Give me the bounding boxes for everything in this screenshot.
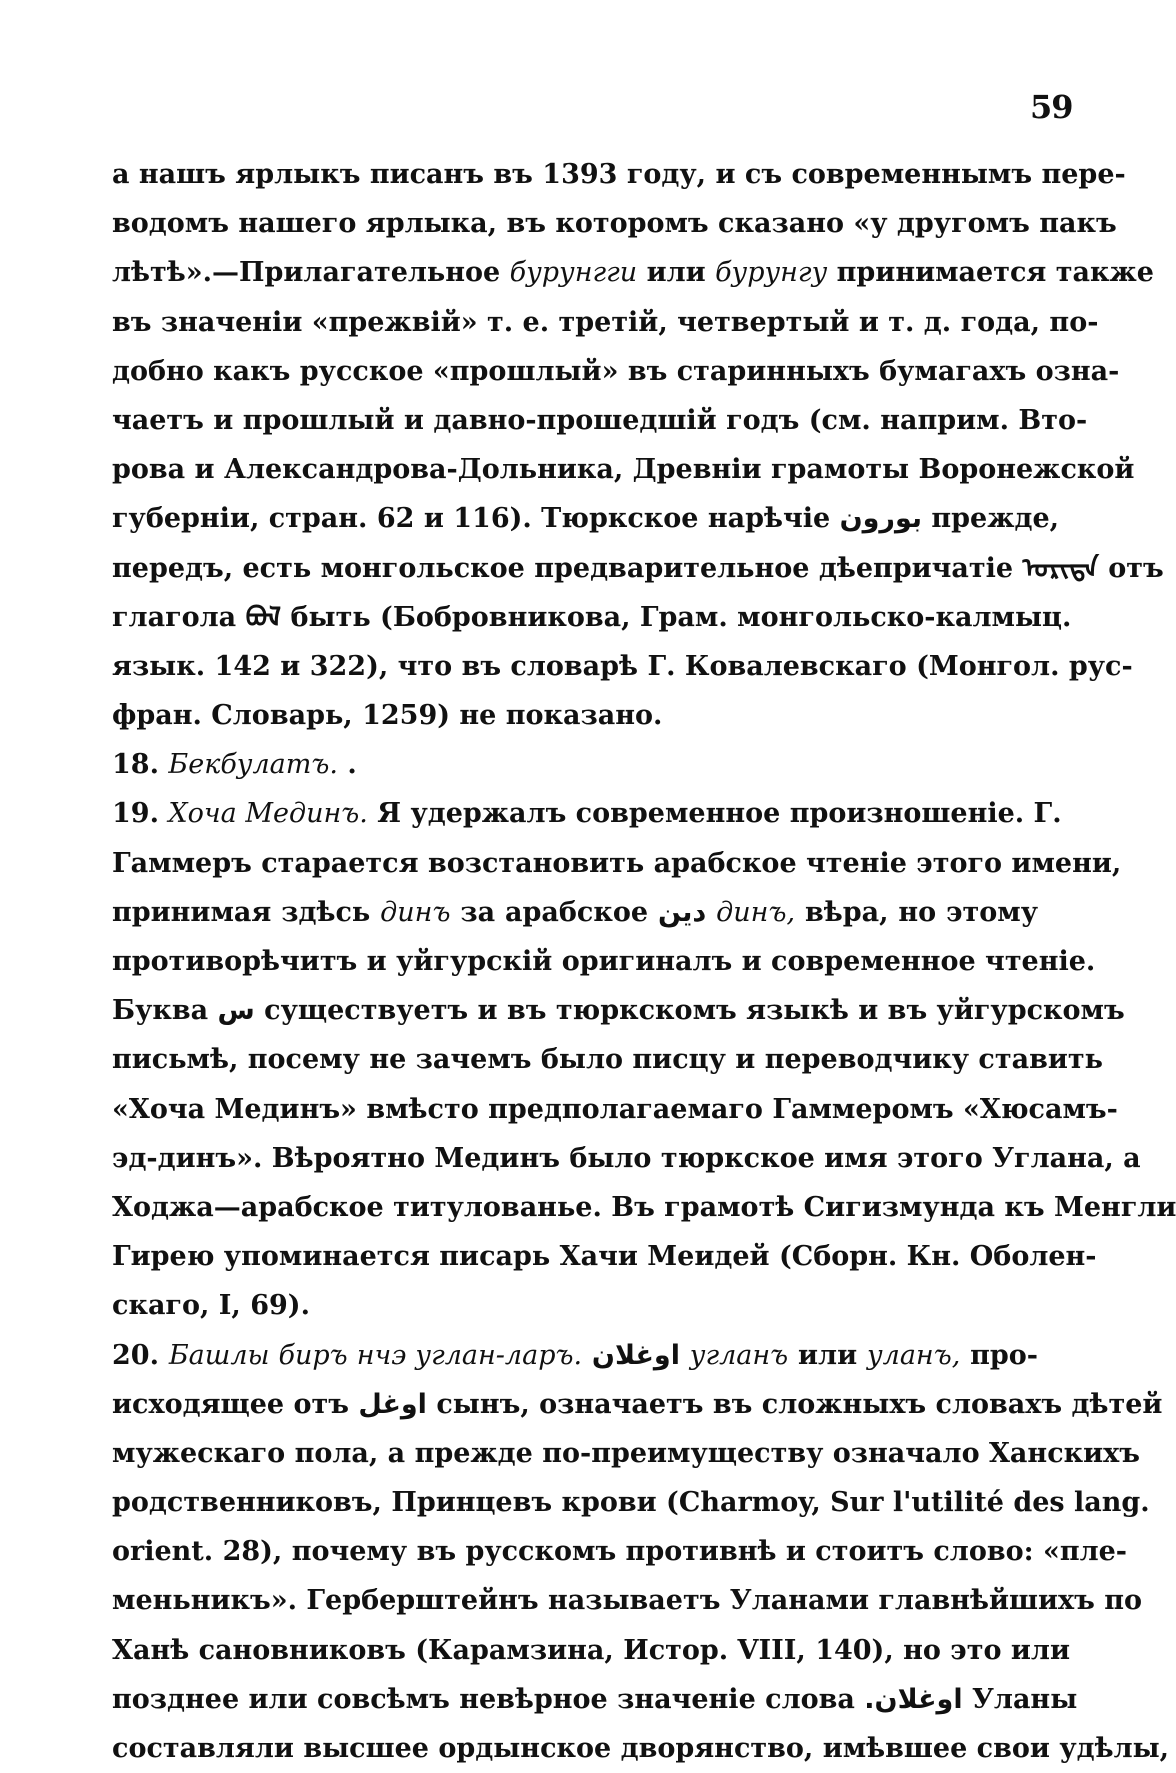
text-run: Ходжа—арабское титулованье. Въ грамотѣ Сигизмунда къ Менгли <box>112 1191 1176 1223</box>
text-run: позднее или совсѣмъ невѣрное значеніе слова <box>112 1683 865 1715</box>
text-run: за арабское <box>450 896 658 928</box>
text-run: въ значеніи «прежвій» т. е. третій, четвертый и т. д. года, по- <box>112 306 1099 338</box>
text-line <box>112 1626 1070 1675</box>
text-run: про- <box>960 1339 1038 1371</box>
text-line <box>112 298 1099 347</box>
text-line <box>112 691 1038 740</box>
text-line <box>112 150 1126 199</box>
text-line <box>112 248 1154 297</box>
text-run: противорѣчитъ и уйгурскій оригиналъ и современное чтеніе. <box>112 946 1096 977</box>
text-run: Ханѣ сановниковъ (Карамзина, Истор. VIII, 140), но это или <box>112 1634 1070 1666</box>
text-line <box>112 1085 1118 1134</box>
text-line <box>112 445 1135 494</box>
text-line <box>112 199 1117 248</box>
mongolian-word: ᠪᠣᠯ <box>245 601 282 633</box>
italic-term: Хоча Мединъ. <box>168 798 368 830</box>
text-line <box>112 1675 1078 1724</box>
text-run: быть (Бобровникова, Грам. монгольско-калмыц. <box>281 601 1072 633</box>
italic-term: бурунгги <box>509 257 638 289</box>
text-line <box>112 1429 1140 1478</box>
italic-term: Бекбулатъ. <box>168 749 338 781</box>
text-run: чаетъ и прошлый и давно-прошедшій годъ (см. наприм. Вто- <box>112 404 1088 436</box>
text-line <box>112 1232 1097 1281</box>
text-line <box>112 494 1060 543</box>
text-run: водомъ нашего ярлыка, въ которомъ сказано «у другомъ пакъ <box>112 208 1117 240</box>
italic-term: Башлы биръ нчэ углан-ларъ. <box>168 1339 583 1371</box>
italic-term: динъ <box>380 896 451 928</box>
italic-term: бурунгу <box>715 257 828 289</box>
text-run: прежде, <box>922 503 1060 535</box>
text-run: 20. <box>112 1339 169 1371</box>
text-run: Гирею упоминается писарь Хачи Меидей (Сборн. Кн. Оболен- <box>112 1241 1097 1273</box>
text-line <box>112 740 1038 789</box>
text-run: добно какъ русское «прошлый» въ старинныхъ бумагахъ озна- <box>112 355 1120 387</box>
arabic-word: س <box>217 995 255 1027</box>
text-run: передъ, есть монгольское предварительное дѣепричатіе <box>112 552 1023 584</box>
text-run: или <box>637 257 716 289</box>
text-line <box>112 1331 1038 1380</box>
text-run: исходящее отъ <box>112 1388 359 1420</box>
page-number: 59 <box>1030 88 1073 126</box>
text-line <box>112 396 1088 445</box>
text-run: отъ <box>1098 552 1164 584</box>
text-run: Гаммеръ старается возстановить арабское чтеніе этого имени, <box>112 847 1122 879</box>
arabic-word: اوغلان <box>591 1339 680 1371</box>
text-run: а нашъ ярлыкъ писанъ въ 1393 году, и съ современнымъ пере- <box>112 159 1126 190</box>
text-run <box>680 1340 690 1371</box>
text-line <box>112 642 1133 691</box>
text-line <box>112 1183 1176 1232</box>
text-line <box>112 593 1072 642</box>
text-line <box>112 1527 1128 1576</box>
text-run: «Хоча Мединъ» вмѣсто предполагаемаго Гаммеромъ «Хюсамъ- <box>112 1093 1118 1125</box>
text-line <box>112 1134 1141 1183</box>
text-run: лѣтѣ».—Прилагательное <box>112 257 510 289</box>
arabic-word: دين <box>657 896 707 928</box>
text-run: существуетъ и въ тюркскомъ языкѣ и въ уйгурскомъ <box>254 995 1125 1027</box>
text-run: 19. <box>112 798 169 830</box>
text-line <box>112 544 1164 593</box>
text-run: родственниковъ, Принцевъ крови (Charmoy, Sur l'utilité des lang. <box>112 1487 1150 1519</box>
arabic-word: بورون <box>839 503 923 535</box>
italic-term: уланъ, <box>866 1339 961 1371</box>
text-line <box>112 1281 1038 1330</box>
text-run: эд-динъ». Вѣроятно Мединъ было тюркское имя этого Углана, а <box>112 1142 1141 1174</box>
text-line <box>112 1478 1150 1527</box>
text-line <box>112 1724 1170 1773</box>
text-run: мужескаго пола, а прежде по-преимуществу означало Ханскихъ <box>112 1437 1140 1469</box>
text-run: Я удержалъ современное произношеніе. Г. <box>367 798 1062 830</box>
text-run: Буква <box>112 995 218 1027</box>
text-line <box>112 888 1038 937</box>
text-line <box>112 789 1062 838</box>
text-run: принимая здѣсь <box>112 896 381 928</box>
text-run: меньникъ». Герберштейнъ называетъ Уланами главнѣйшихъ по <box>112 1585 1143 1617</box>
text-line <box>112 1035 1103 1084</box>
mongolian-word: ᠤᠷᠢᠳᠠ <box>1022 552 1099 584</box>
text-line <box>112 1576 1143 1625</box>
text-run: фран. Словарь, 1259) не показано. <box>112 700 663 732</box>
text-run: губерніи, стран. 62 и 116). Тюркское нарѣчіе <box>112 503 840 535</box>
text-run: составляли высшее ордынское дворянство, имѣвшее свои удѣлы, <box>112 1733 1170 1764</box>
text-run: . <box>337 749 357 781</box>
italic-term: угланъ <box>689 1339 789 1371</box>
text-run: глагола <box>112 601 246 633</box>
text-line <box>112 1380 1163 1429</box>
italic-term: динъ, <box>716 896 796 928</box>
text-line <box>112 937 1096 986</box>
text-run <box>582 1340 592 1371</box>
text-run: сынъ, означаетъ въ сложныхъ словахъ дѣтей <box>426 1388 1163 1420</box>
text-run: письмѣ, посему не зачемъ было писцу и переводчику ставить <box>112 1044 1103 1076</box>
arabic-word: اوغل <box>358 1388 427 1420</box>
text-run: скаго, I, 69). <box>112 1290 310 1322</box>
text-run: или <box>788 1339 867 1371</box>
text-line <box>112 347 1120 396</box>
text-run: orient. 28), почему въ русскомъ противнѣ и стоитъ слово: «пле- <box>112 1536 1128 1568</box>
text-run <box>706 897 716 928</box>
text-line <box>112 986 1125 1035</box>
text-run: рова и Александрова-Дольника, Древніи грамоты Воронежской <box>112 454 1135 486</box>
arabic-word: اوغلان. <box>864 1683 963 1715</box>
text-run: принимается также <box>827 257 1154 289</box>
text-line <box>112 839 1122 888</box>
body-text <box>112 150 1176 1773</box>
text-run: язык. 142 и 322), что въ словарѣ Г. Ковалевскаго (Монгол. рус- <box>112 650 1133 682</box>
text-run: Уланы <box>962 1683 1078 1715</box>
text-run: 18. <box>112 749 169 781</box>
text-run: вѣра, но этому <box>795 896 1038 928</box>
